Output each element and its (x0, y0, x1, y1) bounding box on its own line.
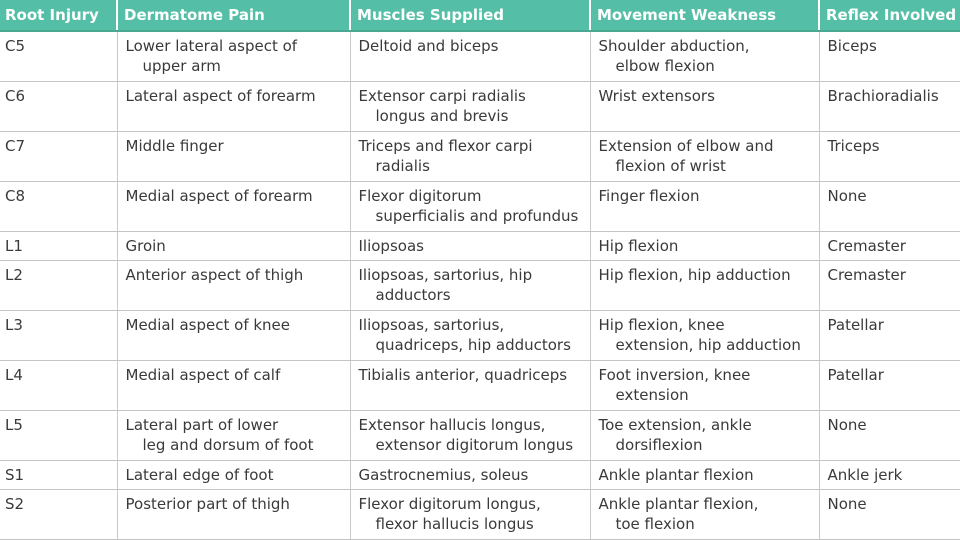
dermatome-pain-cell (117, 310, 350, 360)
cell-text-line: dorsiflexion (615, 435, 703, 454)
dermatome-pain-cell (117, 231, 350, 260)
header-row (0, 0, 960, 31)
movement-weakness-cell (590, 310, 819, 360)
cell-text-line: Gastrocnemius, soleus (358, 465, 529, 484)
cell-text-line: flexion of wrist (615, 156, 726, 175)
cell-text-line: Iliopsoas, sartorius, (358, 315, 505, 334)
movement-weakness-cell (590, 489, 819, 539)
dermatome-pain-cell (117, 260, 350, 310)
movement-weakness-cell (590, 260, 819, 310)
reflex-involved-cell: Brachioradialis (819, 81, 960, 131)
muscles-supplied-cell (350, 410, 590, 460)
muscles-supplied-cell (350, 31, 590, 81)
reflex-involved-cell: Biceps (819, 31, 960, 81)
reflex-involved-cell: Patellar (819, 310, 960, 360)
muscles-supplied-cell (350, 231, 590, 260)
table-row (0, 31, 960, 81)
root-injury-cell: C8 (0, 181, 117, 231)
root-injury-cell: S1 (0, 460, 117, 489)
dermatome-pain-cell (117, 460, 350, 489)
dermatome-pain-cell (117, 131, 350, 181)
cell-text-line: Iliopsoas (358, 236, 424, 255)
root-injury-cell: C6 (0, 81, 117, 131)
dermatome-pain-cell (117, 489, 350, 539)
cell-text-line: Anterior aspect of thigh (125, 265, 304, 284)
table-row (0, 489, 960, 539)
cell-text-line: Hip flexion, hip adduction (598, 265, 791, 284)
cell-text-line: superficialis and profundus (375, 206, 579, 225)
muscles-supplied-cell (350, 489, 590, 539)
cell-text-line: extensor digitorum longus (375, 435, 574, 454)
cell-text-line: Flexor digitorum longus, (358, 494, 541, 513)
cell-text-line: quadriceps, hip adductors (375, 335, 571, 354)
cell-text-line: Tibialis anterior, quadriceps (358, 365, 568, 384)
cell-text-line: Ankle plantar flexion (598, 465, 754, 484)
dermatome-pain-cell (117, 410, 350, 460)
root-injury-cell: L1 (0, 231, 117, 260)
header-muscles-supplied: Muscles Supplied (350, 0, 590, 31)
root-injury-cell: S2 (0, 489, 117, 539)
movement-weakness-cell (590, 360, 819, 410)
cell-text-line: longus and brevis (375, 106, 509, 125)
muscles-supplied-cell (350, 81, 590, 131)
cell-text-line: Foot inversion, knee (598, 365, 751, 384)
cell-text-line: Medial aspect of forearm (125, 186, 313, 205)
table-body (0, 31, 960, 539)
table-row (0, 310, 960, 360)
cell-text-line: Lateral aspect of forearm (125, 86, 316, 105)
movement-weakness-cell (590, 460, 819, 489)
dermatome-pain-cell (117, 360, 350, 410)
cell-text-line: flexor hallucis longus (375, 514, 534, 533)
cell-text-line: leg and dorsum of foot (142, 435, 314, 454)
table-row (0, 231, 960, 260)
cell-text-line: Triceps and flexor carpi (358, 136, 533, 155)
table-row (0, 460, 960, 489)
muscles-supplied-cell (350, 460, 590, 489)
cell-text-line: extension (615, 385, 689, 404)
muscles-supplied-cell (350, 260, 590, 310)
reflex-involved-cell: None (819, 489, 960, 539)
cell-text-line: Extensor carpi radialis (358, 86, 526, 105)
table-row (0, 131, 960, 181)
cell-text-line: upper arm (142, 57, 221, 75)
root-injury-cell: C5 (0, 31, 117, 81)
header-movement-weakness: Movement Weakness (590, 0, 819, 31)
root-injury-cell: L4 (0, 360, 117, 410)
cell-text-line: Wrist extensors (598, 86, 715, 105)
cell-text-line: Hip flexion (598, 236, 679, 255)
header-reflex-involved: Reflex Involved (819, 0, 960, 31)
cell-text-line: Medial aspect of calf (125, 365, 281, 384)
movement-weakness-cell (590, 231, 819, 260)
cell-text-line: extension, hip adduction (615, 335, 801, 354)
movement-weakness-cell (590, 31, 819, 81)
root-injury-cell: L5 (0, 410, 117, 460)
cell-text-line: Hip flexion, knee (598, 315, 725, 334)
cell-text-line: elbow flexion (615, 57, 715, 75)
cell-text-line: adductors (375, 285, 451, 304)
table-row (0, 260, 960, 310)
muscles-supplied-cell (350, 310, 590, 360)
cell-text-line: Medial aspect of knee (125, 315, 291, 334)
cell-text-line: Deltoid and biceps (358, 37, 499, 55)
muscles-supplied-cell (350, 131, 590, 181)
table-row (0, 410, 960, 460)
cell-text-line: Posterior part of thigh (125, 494, 290, 513)
movement-weakness-cell (590, 131, 819, 181)
reflex-involved-cell: None (819, 410, 960, 460)
root-injury-cell: L3 (0, 310, 117, 360)
cell-text-line: radialis (375, 156, 430, 175)
table-header (0, 0, 960, 31)
cell-text-line: Ankle plantar flexion, (598, 494, 759, 513)
cell-text-line: Lateral edge of foot (125, 465, 274, 484)
reflex-involved-cell: Patellar (819, 360, 960, 410)
cell-text-line: Flexor digitorum (358, 186, 482, 205)
movement-weakness-cell (590, 410, 819, 460)
movement-weakness-cell (590, 81, 819, 131)
cell-text-line: Extension of elbow and (598, 136, 774, 155)
table-row (0, 360, 960, 410)
header-dermatome-pain: Dermatome Pain (117, 0, 350, 31)
muscles-supplied-cell (350, 181, 590, 231)
cell-text-line: Lateral part of lower (125, 415, 279, 434)
cell-text-line: Shoulder abduction, (598, 37, 750, 55)
reflex-involved-cell: Ankle jerk (819, 460, 960, 489)
dermatome-pain-cell (117, 31, 350, 81)
cell-text-line: Finger flexion (598, 186, 700, 205)
reflex-involved-cell: Cremaster (819, 231, 960, 260)
reflex-involved-cell: Triceps (819, 131, 960, 181)
cell-text-line: toe flexion (615, 514, 695, 533)
cell-text-line: Middle finger (125, 136, 224, 155)
cell-text-line: Groin (125, 236, 166, 255)
cell-text-line: Iliopsoas, sartorius, hip (358, 265, 533, 284)
muscles-supplied-cell (350, 360, 590, 410)
root-injury-cell: L2 (0, 260, 117, 310)
table-row (0, 181, 960, 231)
reflex-involved-cell: Cremaster (819, 260, 960, 310)
root-injury-cell: C7 (0, 131, 117, 181)
movement-weakness-cell (590, 181, 819, 231)
dermatome-pain-cell (117, 181, 350, 231)
cell-text-line: Lower lateral aspect of (125, 37, 298, 55)
cell-text-line: Extensor hallucis longus, (358, 415, 546, 434)
reflex-involved-cell: None (819, 181, 960, 231)
table-row (0, 81, 960, 131)
header-root-injury: Root Injury (0, 0, 117, 31)
dermatome-pain-cell (117, 81, 350, 131)
cell-text-line: Toe extension, ankle (598, 415, 752, 434)
